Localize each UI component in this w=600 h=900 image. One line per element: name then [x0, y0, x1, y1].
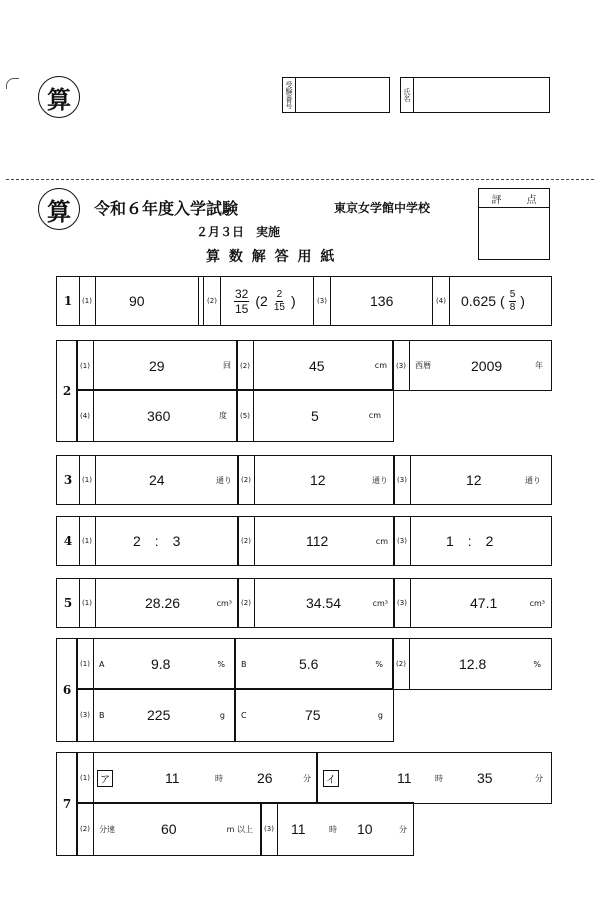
answer-value: 28.26	[145, 595, 181, 611]
question-number: 2	[56, 340, 78, 442]
fraction: $\frac{2}{15}$	[273, 288, 285, 313]
school-name: 東京女学館中学校	[334, 201, 431, 215]
sub-mark: (1)	[79, 517, 96, 565]
question-number: 4	[57, 517, 80, 565]
answer-unit: cm³	[372, 598, 388, 608]
answer-value: 24	[149, 472, 165, 488]
q7-answer-1b[interactable]	[316, 752, 552, 804]
answer-hour: 11	[165, 770, 180, 786]
sub-mark: (2)	[238, 579, 255, 627]
answer-value: 29	[149, 357, 165, 374]
answer-unit: 分	[535, 773, 543, 783]
answer-label: ア	[97, 753, 113, 803]
fraction: $\frac{32}{15}$	[235, 286, 249, 316]
answer-unit: 分	[303, 773, 311, 783]
answer-value: 112	[306, 533, 329, 549]
score-box	[478, 188, 550, 260]
question-1	[56, 276, 552, 326]
sub-mark: (2)	[238, 517, 255, 565]
answer-value: 5	[311, 407, 319, 424]
answer-value: 0.625 ( $\frac{5}{8}$ )	[461, 288, 525, 313]
answer-unit: 回	[223, 361, 231, 370]
question-number: 3	[57, 456, 80, 504]
q7-answer-2[interactable]	[76, 802, 262, 856]
q6-answer-2[interactable]	[392, 638, 552, 690]
q2-answer-3[interactable]	[392, 340, 552, 391]
answer-value: 225	[147, 707, 171, 723]
answer-hour: 11	[397, 770, 412, 786]
q3-answer-2[interactable]	[237, 456, 395, 504]
sub-mark: (3)	[394, 579, 411, 627]
q2-answer-2[interactable]	[236, 340, 394, 391]
q6-answer-1a[interactable]	[76, 638, 236, 690]
answer-unit: 時	[329, 824, 337, 834]
answer-value: $\frac{32}{15}$ (2 $\frac{2}{15}$ )	[235, 286, 296, 316]
sub-mark: (1)	[79, 579, 96, 627]
q2-answer-5[interactable]	[236, 389, 394, 442]
subject-mark-top: 算	[38, 76, 80, 118]
answer-unit: %	[375, 659, 383, 669]
q5-answer-2[interactable]	[237, 579, 395, 627]
answer-value: 360	[147, 407, 171, 424]
q2-answer-4[interactable]	[76, 389, 238, 442]
exam-date: ２月３日 実施	[196, 225, 281, 239]
sub-mark: (1)	[79, 277, 96, 325]
question-4	[56, 516, 552, 566]
sub-mark: (5)	[237, 390, 254, 441]
q1-answer-1[interactable]	[79, 277, 199, 325]
answer-hour: 11	[291, 821, 306, 837]
answer-value: 47.1	[470, 595, 498, 611]
exam-number-label: 受験番号	[283, 78, 296, 112]
answer-value: 1 : 2	[446, 533, 494, 549]
question-number: 5	[57, 579, 80, 627]
answer-unit: 度	[219, 411, 227, 420]
answer-label: C	[241, 710, 247, 720]
answer-value: 12.8	[459, 656, 487, 672]
question-number: 1	[57, 277, 80, 325]
q6-answer-3c[interactable]	[234, 688, 394, 742]
name-box[interactable]	[400, 77, 550, 113]
corner-mark	[6, 78, 19, 89]
answer-value: 5.6	[299, 656, 319, 672]
answer-prefix: 分速	[99, 824, 115, 834]
answer-unit: 分	[399, 824, 407, 834]
question-5	[56, 578, 552, 628]
answer-unit: 通り	[216, 475, 232, 485]
answer-unit: cm³	[529, 598, 545, 608]
answer-unit: cm³	[216, 598, 232, 608]
answer-value: 12	[466, 472, 482, 488]
answer-value: 2009	[471, 357, 503, 374]
answer-unit: 年	[535, 361, 543, 370]
answer-label: イ	[323, 753, 339, 803]
answer-value: 45	[309, 357, 325, 374]
q1-answer-4[interactable]	[433, 277, 551, 325]
sub-mark: (2)	[238, 456, 255, 504]
question-3	[56, 455, 552, 505]
sub-mark: (1)	[79, 456, 96, 504]
question-6	[56, 638, 552, 742]
subject-mark-title: 算	[38, 188, 80, 230]
answer-value: 2 : 3	[133, 533, 181, 549]
q7-answer-1a[interactable]	[76, 752, 318, 804]
score-label-1: 評	[491, 194, 502, 206]
answer-label: B	[241, 659, 247, 669]
exam-title: 令和６年度入学試験	[94, 199, 239, 218]
q3-answer-1[interactable]	[79, 456, 239, 504]
answer-unit: cm	[368, 411, 381, 420]
answer-value: 90	[129, 293, 145, 309]
q6-answer-3b[interactable]	[76, 688, 236, 742]
answer-value: 60	[161, 821, 177, 837]
sub-mark: (4)	[433, 277, 450, 325]
question-7	[56, 752, 552, 856]
answer-unit: %	[217, 659, 225, 669]
q4-answer-1[interactable]	[79, 517, 239, 565]
answer-minute: 10	[357, 821, 373, 837]
answer-label: A	[99, 659, 105, 669]
fraction: $\frac{5}{8}$	[509, 288, 516, 313]
answer-minute: 26	[257, 770, 273, 786]
answer-unit: m 以上	[226, 824, 253, 834]
score-header	[479, 189, 549, 208]
answer-value: 75	[305, 707, 321, 723]
exam-number-box[interactable]	[282, 77, 390, 113]
answer-label: B	[99, 710, 105, 720]
q5-answer-3[interactable]	[393, 579, 551, 627]
answer-unit: g	[219, 710, 225, 720]
q6-answer-1b[interactable]	[234, 638, 394, 690]
answer-value: 12	[310, 472, 326, 488]
sub-mark: (2)	[77, 803, 94, 855]
q4-answer-3[interactable]	[393, 517, 551, 565]
sub-mark: (3)	[394, 456, 411, 504]
q7-answer-3[interactable]	[260, 802, 414, 856]
question-2	[56, 340, 552, 442]
sub-mark: (1)	[77, 753, 94, 803]
sheet-title: 算 数 解 答 用 紙	[206, 249, 337, 265]
answer-unit: 通り	[525, 475, 541, 485]
sub-mark: (1)	[77, 341, 94, 390]
sub-mark: (1)	[77, 639, 94, 689]
answer-minute: 35	[477, 770, 493, 786]
sub-mark: (3)	[394, 517, 411, 565]
cut-line	[6, 179, 594, 180]
q2-answer-1[interactable]	[76, 340, 238, 391]
q4-answer-2[interactable]	[237, 517, 395, 565]
answer-unit: cm	[374, 361, 387, 370]
sub-mark: (3)	[314, 277, 331, 325]
score-label-2: 点	[526, 194, 537, 206]
answer-unit: 時	[435, 773, 443, 783]
answer-unit: cm	[375, 536, 388, 546]
answer-value: 136	[370, 293, 394, 309]
question-number: 6	[56, 638, 78, 742]
sub-mark: (3)	[77, 689, 94, 741]
q3-answer-3[interactable]	[393, 456, 551, 504]
answer-unit: 通り	[372, 475, 388, 485]
answer-unit: %	[533, 659, 541, 669]
q1-answer-2[interactable]	[203, 277, 331, 325]
q1-answer-3[interactable]	[313, 277, 433, 325]
sub-mark: (3)	[393, 341, 410, 390]
answer-unit: g	[377, 710, 383, 720]
sub-mark: (3)	[261, 803, 278, 855]
answer-value: 34.54	[306, 595, 342, 611]
answer-prefix: 西暦	[415, 361, 431, 370]
sub-mark: (2)	[237, 341, 254, 390]
sub-mark: (4)	[77, 390, 94, 441]
question-number: 7	[56, 752, 78, 856]
name-label: 氏名	[401, 78, 414, 112]
sub-mark: (2)	[204, 277, 221, 325]
answer-value: 9.8	[151, 656, 171, 672]
answer-unit: 時	[215, 773, 223, 783]
q5-answer-1[interactable]	[79, 579, 239, 627]
sub-mark: (2)	[393, 639, 410, 689]
